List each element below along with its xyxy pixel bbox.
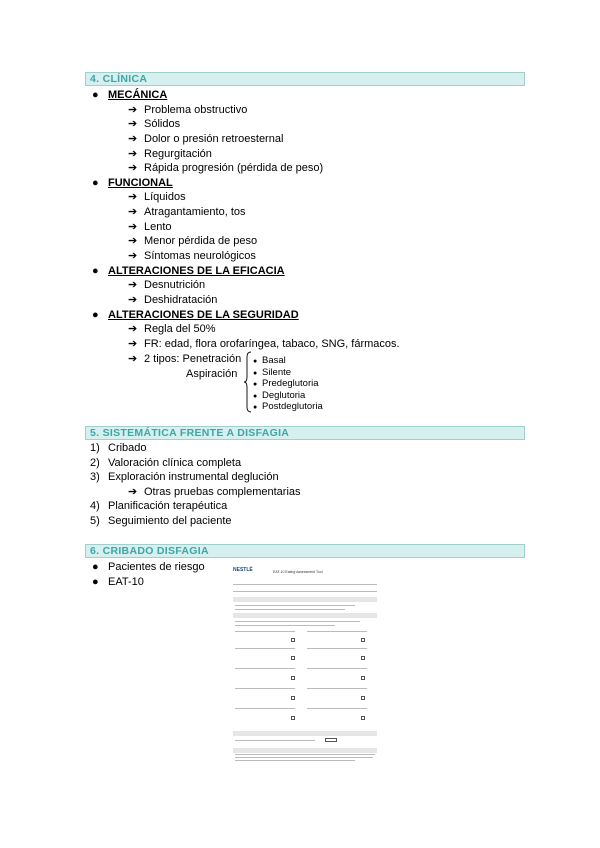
form-brand: NESTLÉ bbox=[233, 567, 253, 573]
aspiration-type: ● Postdeglutoria bbox=[253, 401, 323, 412]
bullet-icon: ● bbox=[253, 358, 258, 365]
arrow-icon: ➔ bbox=[128, 250, 138, 262]
bullet-icon: ● bbox=[92, 576, 99, 588]
group-label: ALTERACIONES DE LA EFICACIA bbox=[108, 265, 285, 277]
arrow-icon: ➔ bbox=[128, 235, 138, 247]
list-item: ➔ Atragantamiento, tos bbox=[128, 206, 246, 218]
bullet-icon: ● bbox=[92, 177, 99, 189]
bullet-icon: ● bbox=[92, 561, 99, 573]
section-header-clinica: 4. CLÍNICA bbox=[85, 72, 525, 86]
aspiration-type: ● Silente bbox=[253, 367, 292, 378]
arrow-icon: ➔ bbox=[128, 148, 138, 160]
list-item: ➔ Síntomas neurológicos bbox=[128, 250, 256, 262]
bullet-icon: ● bbox=[253, 370, 258, 377]
list-item: ➔ Líquidos bbox=[128, 191, 186, 203]
list-item: ➔ 2 tipos: Penetración bbox=[128, 353, 242, 365]
list-item: 4) Planificación terapéutica bbox=[90, 500, 228, 512]
list-item: ● Pacientes de riesgo bbox=[92, 561, 205, 573]
list-item: ➔ Deshidratación bbox=[128, 294, 218, 306]
section-header-cribado: 6. CRIBADO DISFAGIA bbox=[85, 544, 525, 558]
list-item: 3) Exploración instrumental deglución bbox=[90, 471, 279, 483]
bullet-icon: ● bbox=[253, 381, 258, 388]
list-item: ➔ Sólidos bbox=[128, 118, 181, 130]
list-item: ➔ Otras pruebas complementarias bbox=[128, 486, 301, 498]
bullet-funcional bbox=[92, 176, 173, 190]
arrow-icon: ➔ bbox=[128, 104, 138, 116]
section-header-sistematica: 5. SISTEMÁTICA FRENTE A DISFAGIA bbox=[85, 426, 525, 440]
aspiration-type: ● Deglutoria bbox=[253, 390, 306, 401]
list-item: ➔ Regurgitación bbox=[128, 148, 212, 160]
form-heading: EAT-10 Eating Assessment Tool bbox=[273, 570, 323, 574]
arrow-icon: ➔ bbox=[128, 353, 138, 365]
eat10-form-image bbox=[233, 568, 377, 763]
aspiration-type: ● Predeglutoria bbox=[253, 378, 319, 389]
aspiration-type: ● Basal bbox=[253, 355, 286, 366]
arrow-icon: ➔ bbox=[128, 294, 138, 306]
bullet-icon: ● bbox=[92, 265, 99, 277]
arrow-icon: ➔ bbox=[128, 486, 138, 498]
bullet-icon: ● bbox=[92, 309, 99, 321]
arrow-icon: ➔ bbox=[128, 133, 138, 145]
list-item: ➔ FR: edad, flora orofaríngea, tabaco, SNG, fármacos. bbox=[128, 338, 400, 350]
arrow-icon: ➔ bbox=[128, 279, 138, 291]
list-item: ➔ Desnutrición bbox=[128, 279, 206, 291]
arrow-icon: ➔ bbox=[128, 338, 138, 350]
list-item: ➔ Dolor o presión retroesternal bbox=[128, 133, 284, 145]
brace-icon bbox=[244, 351, 252, 413]
bullet-mecanica bbox=[92, 88, 167, 102]
list-item: ➔ Rápida progresión (pérdida de peso) bbox=[128, 162, 324, 174]
list-item: 1) Cribado bbox=[90, 442, 147, 454]
arrow-icon: ➔ bbox=[128, 206, 138, 218]
arrow-icon: ➔ bbox=[128, 323, 138, 335]
list-item: ➔ Problema obstructivo bbox=[128, 104, 248, 116]
group-label: FUNCIONAL bbox=[108, 177, 173, 189]
arrow-icon: ➔ bbox=[128, 191, 138, 203]
group-label: MECÁNICA bbox=[108, 89, 168, 101]
list-item: ➔ Menor pérdida de peso bbox=[128, 235, 258, 247]
arrow-icon: ➔ bbox=[128, 221, 138, 233]
bullet-icon: ● bbox=[92, 89, 99, 101]
list-item: ● EAT-10 bbox=[92, 576, 144, 588]
list-item: ➔ Lento bbox=[128, 221, 172, 233]
list-item: ➔ Regla del 50% bbox=[128, 323, 216, 335]
bullet-icon: ● bbox=[253, 404, 258, 411]
aspiracion-label: Aspiración bbox=[186, 368, 238, 380]
list-item: 2) Valoración clínica completa bbox=[90, 457, 242, 469]
bullet-eficacia bbox=[92, 264, 285, 278]
bullet-icon: ● bbox=[253, 393, 258, 400]
group-label: ALTERACIONES DE LA SEGURIDAD bbox=[108, 309, 299, 321]
list-item: 5) Seguimiento del paciente bbox=[90, 515, 232, 527]
arrow-icon: ➔ bbox=[128, 118, 138, 130]
arrow-icon: ➔ bbox=[128, 162, 138, 174]
bullet-seguridad bbox=[92, 308, 299, 322]
